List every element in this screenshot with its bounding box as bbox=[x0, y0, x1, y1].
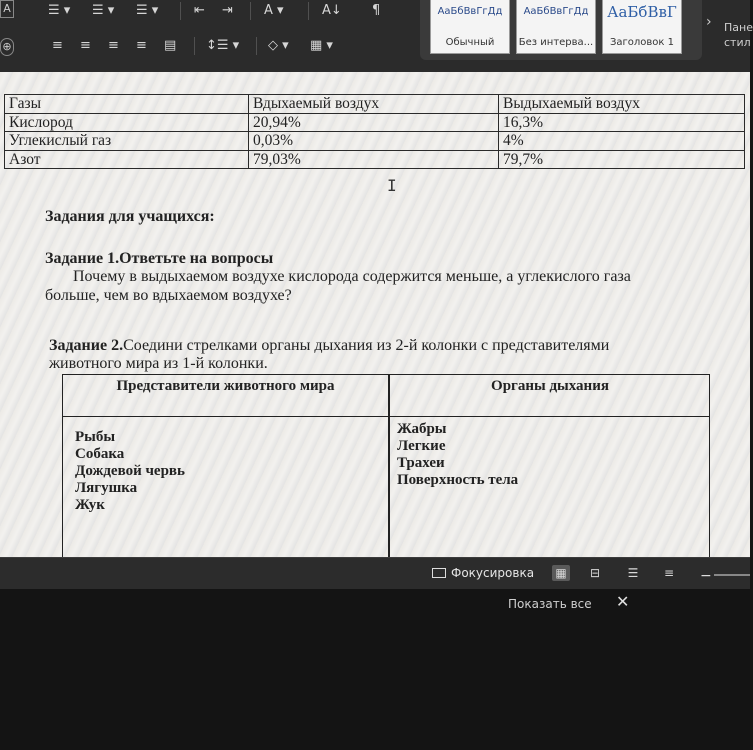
outline-view-icon[interactable]: ☰ bbox=[627, 566, 639, 580]
style-sample: АаБбВвГгДд bbox=[437, 6, 503, 17]
table-cell: Углекислый газ bbox=[5, 132, 249, 151]
table-row bbox=[5, 113, 745, 132]
table-cell: Газы bbox=[5, 95, 249, 114]
table-cell: Азот bbox=[5, 150, 249, 169]
focus-icon bbox=[432, 568, 446, 578]
status-bar bbox=[0, 557, 750, 589]
draft-view-icon[interactable]: ≡ bbox=[663, 566, 675, 580]
focus-label: Фокусировка bbox=[451, 566, 535, 580]
document-page[interactable] bbox=[0, 72, 750, 557]
sort-button[interactable]: A↓ bbox=[322, 3, 342, 18]
list-item: Жук bbox=[75, 497, 105, 513]
table-cell: 79,03% bbox=[249, 150, 499, 169]
list-item: Трахеи bbox=[397, 455, 445, 471]
focus-button[interactable] bbox=[432, 566, 534, 580]
web-layout-icon[interactable]: ⊟ bbox=[589, 566, 601, 580]
table-row bbox=[5, 132, 745, 151]
table-cell: 20,94% bbox=[249, 113, 499, 132]
animals-list bbox=[75, 429, 185, 514]
table-cell: Выдыхаемый воздух bbox=[499, 95, 745, 114]
font-color-icon[interactable]: A bbox=[0, 0, 14, 18]
chevron-right-icon[interactable]: › bbox=[706, 14, 712, 30]
desktop-area bbox=[0, 589, 750, 750]
outdent-button[interactable]: ⇤ bbox=[194, 3, 205, 18]
numbering-button[interactable]: ☰ ▾ bbox=[92, 3, 115, 18]
list-item: Жабры bbox=[397, 421, 447, 437]
justify-button[interactable]: ≡ bbox=[136, 38, 147, 53]
list-item: Лягушка bbox=[75, 480, 138, 496]
task1-line: Почему в выдыхаемом воздухе кислорода содержится меньше, а углекислого газа bbox=[73, 268, 631, 285]
align-right-button[interactable]: ≡ bbox=[108, 38, 119, 53]
table-cell: 16,3% bbox=[499, 113, 745, 132]
table-divider bbox=[388, 375, 390, 563]
list-item: Собака bbox=[75, 446, 125, 462]
change-case-button[interactable]: A ▾ bbox=[264, 3, 284, 18]
multilevel-list-button[interactable]: ☰ ▾ bbox=[136, 3, 159, 18]
list-item: Рыбы bbox=[75, 429, 116, 445]
line-spacing-button[interactable]: ↕☰ ▾ bbox=[206, 38, 240, 53]
styles-pane-label-2: стил bbox=[724, 36, 751, 49]
table-cell: 4% bbox=[499, 132, 745, 151]
styles-gallery bbox=[420, 0, 702, 60]
ribbon-separator bbox=[256, 37, 257, 55]
organs-list bbox=[397, 421, 518, 489]
style-name: Заголовок 1 bbox=[609, 37, 674, 48]
align-center-button[interactable]: ≡ bbox=[80, 38, 91, 53]
gas-table bbox=[4, 94, 745, 169]
style-sample: АаБбВвГгДд bbox=[523, 6, 589, 17]
ribbon-separator bbox=[180, 2, 181, 20]
zoom-slider[interactable] bbox=[714, 574, 750, 576]
task1-line: больше, чем во вдыхаемом воздухе? bbox=[45, 286, 292, 304]
list-item: Дождевой червь bbox=[75, 463, 185, 479]
table-cell: Вдыхаемый воздух bbox=[249, 95, 499, 114]
shading-button[interactable]: ◇ ▾ bbox=[268, 38, 289, 53]
text-cursor-icon: I bbox=[387, 176, 397, 195]
matching-table bbox=[62, 374, 710, 564]
styles-pane-label-1: Пане bbox=[724, 21, 753, 34]
style-no-spacing[interactable] bbox=[516, 0, 596, 54]
column-header-animals: Представители животного мира bbox=[116, 378, 335, 394]
table-cell: Кислород bbox=[5, 113, 249, 132]
ribbon-separator bbox=[308, 2, 309, 20]
ribbon-separator bbox=[250, 2, 251, 20]
clear-format-icon[interactable]: ⊕ bbox=[0, 38, 14, 56]
indent-button[interactable]: ⇥ bbox=[222, 3, 233, 18]
style-name: Без интерва... bbox=[518, 37, 594, 48]
task2-line bbox=[49, 337, 609, 355]
zoom-out-icon[interactable]: − bbox=[700, 568, 712, 584]
task1-text bbox=[45, 268, 750, 305]
show-formatting-button[interactable]: ¶ bbox=[372, 3, 381, 18]
show-all-button[interactable]: Показать все bbox=[508, 597, 592, 611]
distributed-button[interactable]: ▤ bbox=[164, 38, 177, 53]
column-header-organs: Органы дыхания bbox=[491, 378, 609, 394]
list-item: Легкие bbox=[397, 438, 446, 454]
style-normal[interactable] bbox=[430, 0, 510, 54]
style-sample: АаБбВвГ bbox=[607, 3, 677, 21]
borders-button[interactable]: ▦ ▾ bbox=[310, 38, 333, 53]
bullets-button[interactable]: ☰ ▾ bbox=[48, 3, 71, 18]
task2-line: животного мира из 1-й колонки. bbox=[49, 355, 268, 372]
style-heading-1[interactable] bbox=[602, 0, 682, 54]
task2-title: Задание 2. bbox=[49, 337, 124, 354]
task2-text: Соедини стрелками органы дыхания из 2-й колонки с представителями bbox=[123, 337, 610, 354]
table-cell: 0,03% bbox=[249, 132, 499, 151]
styles-pane-button[interactable] bbox=[724, 20, 753, 50]
list-item: Поверхность тела bbox=[397, 472, 519, 488]
table-cell: 79,7% bbox=[499, 150, 745, 169]
print-layout-icon[interactable]: ▦ bbox=[552, 565, 570, 581]
table-row bbox=[5, 150, 745, 169]
align-left-button[interactable]: ≡ bbox=[52, 38, 63, 53]
tasks-heading: Задания для учащихся: bbox=[45, 208, 215, 225]
style-name: Обычный bbox=[445, 37, 495, 48]
close-icon[interactable]: ✕ bbox=[616, 592, 630, 611]
task1-title: Задание 1.Ответьте на вопросы bbox=[45, 250, 274, 267]
ribbon-separator bbox=[194, 37, 195, 55]
ribbon bbox=[0, 0, 753, 72]
table-row bbox=[5, 95, 745, 114]
